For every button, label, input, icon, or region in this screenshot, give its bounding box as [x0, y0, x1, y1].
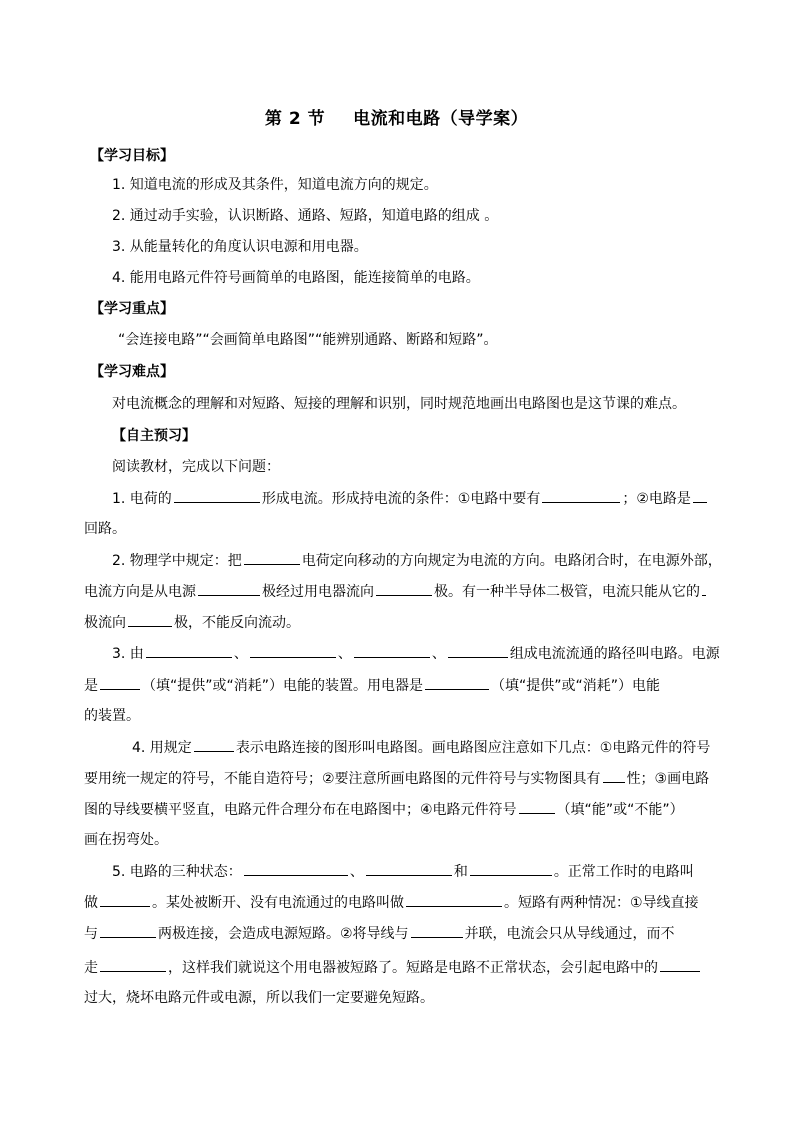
answer-blank[interactable] — [603, 768, 625, 783]
question-5-line-5: 过大，烧坏电路元件或电源，所以我们一定要避免短路。 — [84, 990, 434, 1006]
answer-blank[interactable] — [100, 923, 156, 938]
answer-blank[interactable] — [542, 488, 620, 503]
keypoints-heading: 【学习重点】 — [90, 301, 174, 317]
answer-blank[interactable] — [448, 643, 508, 658]
answer-blank[interactable] — [411, 923, 463, 938]
objective-item: 1. 知道电流的形成及其条件，知道电流方向的规定。 — [112, 177, 438, 193]
answer-blank[interactable] — [100, 892, 150, 907]
question-2-line-3: 极流向 极，不能反向流动。 — [84, 612, 300, 633]
question-4-line-3: 图的导线要横平竖直，电路元件合理分布在电路图中；④电路元件符号 （填“能”或“不能”） — [84, 799, 684, 820]
answer-blank[interactable] — [693, 488, 707, 503]
preview-intro: 阅读教材，完成以下问题： — [112, 459, 280, 475]
question-3-line-2: 是 （填“提供”或“消耗”）电能的装置。用电器是 （填“提供”或“消耗”）电能 — [84, 675, 660, 696]
answer-blank[interactable] — [174, 488, 260, 503]
answer-blank[interactable] — [702, 581, 706, 596]
question-3-line-3: 的装置。 — [84, 708, 140, 724]
question-1-line-1: 1. 电荷的 形成电流。形成持电流的条件：①电路中要有 ；②电路是 — [112, 488, 709, 509]
answer-blank[interactable] — [194, 737, 234, 752]
question-5-line-2: 做 。某处被断开、没有电流通过的电路叫做 。短路有两种情况：①导线直接 — [84, 892, 699, 913]
question-4-line-4: 画在拐弯处。 — [84, 832, 168, 848]
question-5-line-4: 走 ，这样我们就说这个用电器被短路了。短路是电路不正常状态，会引起电路中的 — [84, 957, 702, 978]
answer-blank[interactable] — [406, 892, 502, 907]
answer-blank[interactable] — [244, 861, 348, 876]
section-name: 电流和电路（导学案） — [353, 109, 529, 129]
answer-blank[interactable] — [376, 581, 432, 596]
objective-item: 3. 从能量转化的角度认识电源和用电器。 — [112, 239, 368, 255]
question-2-line-1: 2. 物理学中规定：把 电荷定向移动的方向规定为电流的方向。电路闭合时，在电源外部， — [112, 550, 722, 571]
answer-blank[interactable] — [244, 550, 300, 565]
answer-blank[interactable] — [128, 612, 172, 627]
answer-blank[interactable] — [470, 861, 552, 876]
answer-blank[interactable] — [250, 643, 336, 658]
question-4-line-1: 4. 用规定 表示电路连接的图形叫电路图。画电路图应注意如下几点：①电路元件的符号 — [132, 737, 710, 758]
answer-blank[interactable] — [100, 957, 166, 972]
difficulties-heading: 【学习难点】 — [90, 364, 174, 380]
question-1-line-2: 回路。 — [84, 521, 126, 537]
objective-item: 4. 能用电路元件符号画简单的电路图，能连接简单的电路。 — [112, 270, 480, 286]
preview-heading: 【自主预习】 — [112, 428, 196, 444]
difficulties-text: 对电流概念的理解和对短路、短接的理解和识别，同时规范地画出电路图也是这节课的难点。 — [112, 396, 686, 412]
answer-blank[interactable] — [519, 799, 555, 814]
answer-blank[interactable] — [425, 675, 489, 690]
answer-blank[interactable] — [366, 861, 452, 876]
question-2-line-2: 电流方向是从电源 极经过用电器流向 极。有一种半导体二极管，电流只能从它的 — [84, 581, 708, 602]
question-3-line-1: 3. 由 、 、 、 组成电流流通的路径叫电路。电源 — [112, 643, 720, 664]
section-number: 第 2 节 — [264, 109, 326, 129]
answer-blank[interactable] — [146, 643, 232, 658]
answer-blank[interactable] — [354, 643, 430, 658]
objectives-heading: 【学习目标】 — [90, 148, 174, 164]
question-5-line-1: 5. 电路的三种状态： 、 和 。正常工作时的电路叫 — [112, 861, 694, 882]
keypoints-text: “会连接电路”“会画简单电路图”“能辨别通路、断路和短路”。 — [118, 332, 498, 348]
answer-blank[interactable] — [660, 957, 700, 972]
answer-blank[interactable] — [100, 675, 140, 690]
question-5-line-3: 与 两极连接，会造成电源短路。②将导线与 并联，电流会只从导线通过，而不 — [84, 923, 675, 944]
answer-blank[interactable] — [198, 581, 260, 596]
question-4-line-2: 要用统一规定的符号，不能自造符号；②要注意所画电路图的元件符号与实物图具有 性；③画电路 — [84, 768, 709, 789]
page-title — [0, 104, 793, 129]
objective-item: 2. 通过动手实验，认识断路、通路、短路，知道电路的组成 。 — [112, 208, 499, 224]
